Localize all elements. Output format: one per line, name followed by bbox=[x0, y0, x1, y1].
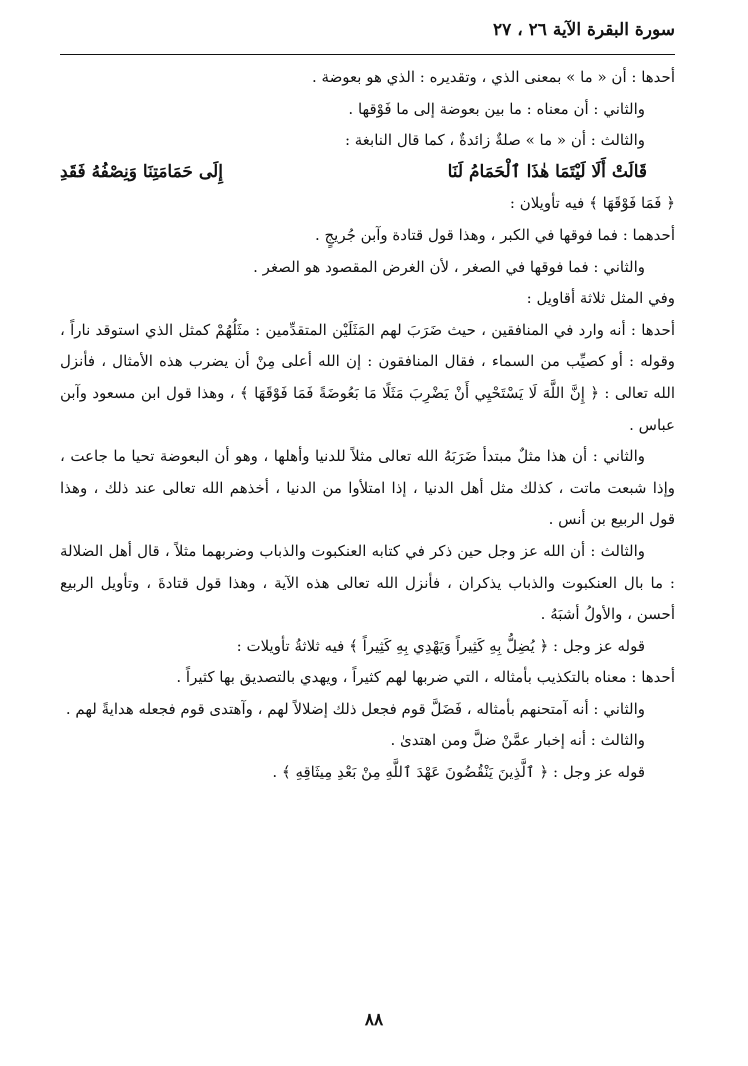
paragraph: والثاني : أن هذا مثلٌ مبتدأ ضَرَبَهُ الله تعالى مثلاً للدنيا وأهلها ، وهو أن البعوضة تحيا ما جاعت ، وإذا شبعت ماتت ، كذلك مثل أهل الدنيا ، إذا امتلأوا من الدنيا ، أخذهم الله تعالى عند ذلك ، وهذا قول الربيع بن أنس . bbox=[60, 447, 675, 529]
paragraph: أحدهما : فما فوقها في الكبر ، وهذا قول قتادة وآبن جُريجٍ . bbox=[314, 225, 675, 244]
paragraph: أحدها : أنه وارد في المنافقين ، حيث ضَرَبَ لهم المَثَلَيْن المتقدِّمين : مثَلُهُمْ كمثل الذي استوقد ناراً ، وقوله : أو كصيِّب من السماء ، فقال المنافقون : إن الله أعلى مِنْ أن يضرب هذه الأمثال ، فأنزل الله تعالى : ﴿ إِنَّ اللَّهَ لَا يَسْتَحْيِي أَنْ يَضْرِبَ مَثَلًا مَا بَعُوضَةً فَمَا فَوْقَهَا ﴾ ، وهذا قول ابن مسعود وآبن عباس . bbox=[60, 320, 675, 434]
paragraph: والثاني : أنه آمتحنهم بأمثاله ، فَضَلَّ قوم فجعل ذلك إضلالاً لهم ، وآهتدى قوم فجعله هدايةً لهم . bbox=[65, 699, 645, 718]
poem-verse bbox=[60, 157, 675, 189]
paragraph: والثالث : أن « ما » صلةٌ زائدةٌ ، كما قال النابغة : bbox=[344, 131, 645, 150]
poem-second-hemistich: إِلَى حَمَامَتِنَا وَنِصْفُهُ فَقَدِ bbox=[60, 161, 223, 182]
paragraph: والثالث : أنه إخبار عمَّنْ ضلَّ ومن اهتدىٰ . bbox=[390, 731, 645, 750]
paragraph: أحدها : أن « ما » بمعنى الذي ، وتقديره : الذي هو بعوضة . bbox=[311, 68, 675, 86]
paragraph: والثالث : أن الله عز وجل حين ذكر في كتابه العنكبوت والذباب وضربهما مثلاً ، قال أهل الضلالة : ما بال العنكبوت والذباب يذكران ، فأنزل الله تعالى هذه الآية ، وهذا قول قتادةَ ، وتأويل الربيع أحسن ، والأولُ أشبَهُ . bbox=[60, 541, 675, 624]
header-rule bbox=[60, 54, 675, 55]
paragraph: قوله عز وجل : ﴿ ٱلَّذِينَ يَنْقُضُونَ عَهْدَ ٱللَّهِ مِنْ بَعْدِ مِيثَاقِهِ ﴾ . bbox=[272, 763, 645, 782]
paragraph: أحدها : معناه بالتكذيب بأمثاله ، التي ضربها لهم كثيراً ، ويهدي بالتصديق بها كثيراً . bbox=[176, 668, 675, 687]
page-body bbox=[60, 62, 675, 789]
paragraph: والثاني : فما فوقها في الصغر ، لأن الغرض المقصود هو الصغر . bbox=[253, 257, 645, 276]
running-header: سورة البقرة الآية ٢٦ ، ٢٧ bbox=[493, 20, 675, 40]
paragraph: والثاني : أن معناه : ما بين بعوضة إلى ما فَوْقها . bbox=[348, 99, 645, 118]
poem-first-hemistich: قَالَتْ أَلَا لَيْتَمَا هٰذَا ٱلْحَمَامُ لَنَا bbox=[447, 161, 647, 182]
quran-heading: ﴿ فَمَا فَوْقَهَا ﴾ فيه تأويلان : bbox=[509, 194, 675, 213]
paragraph: قوله عز وجل : ﴿ يُضِلُّ بِهِ كَثِيراً وَيَهْدِي بِهِ كَثِيراً ﴾ فيه ثلاثةُ تأويلات : bbox=[236, 636, 645, 655]
paragraph: وفي المثل ثلاثة أقاويل : bbox=[526, 289, 675, 308]
page-number: ٨٨ bbox=[364, 1010, 384, 1030]
